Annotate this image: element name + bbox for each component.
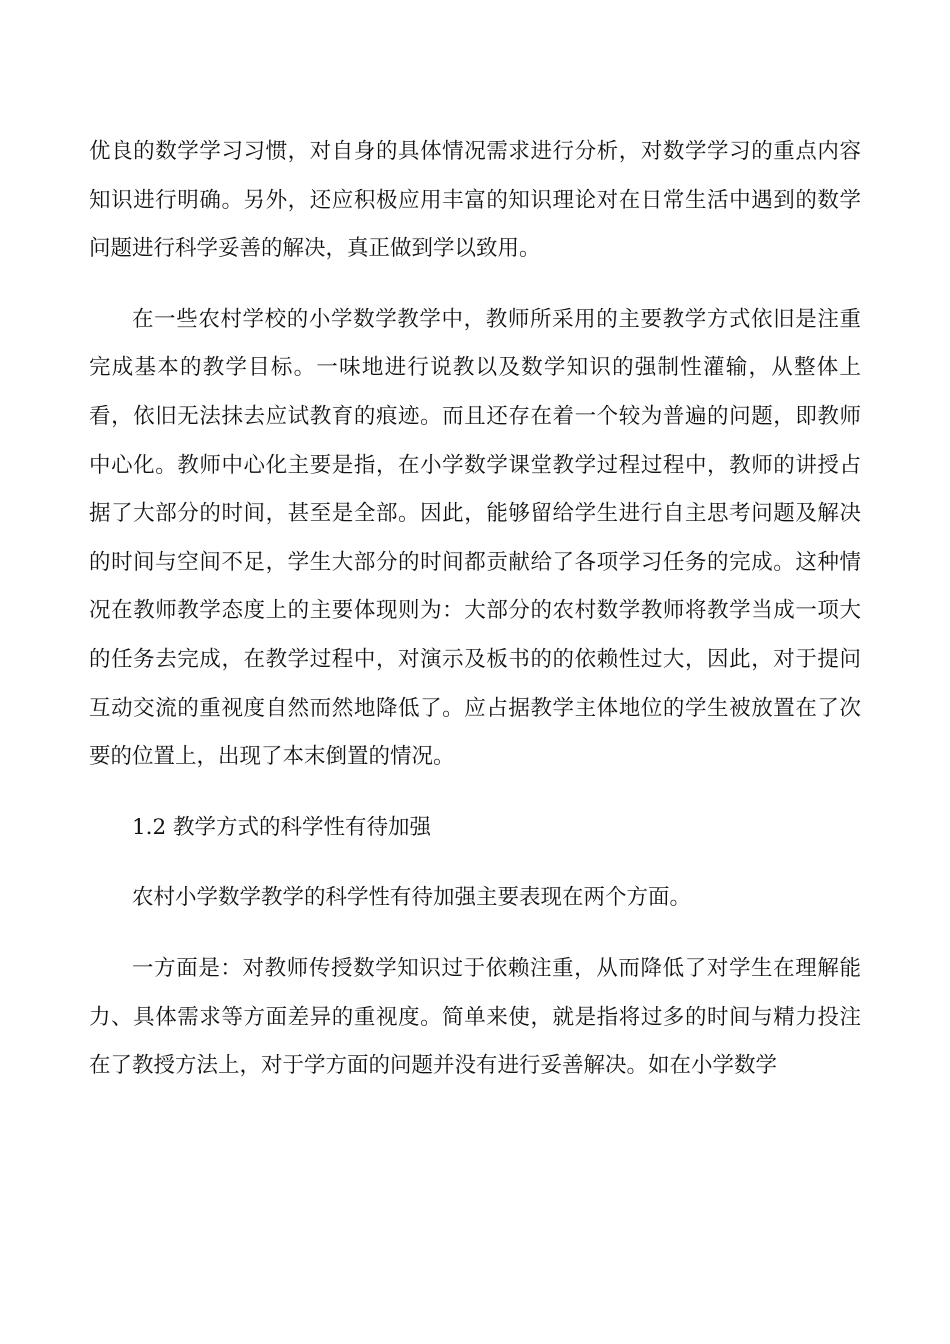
paragraph-teacher-centered: 在一些农村学校的小学数学教学中，教师所采用的主要教学方式依旧是注重完成基本的教学目标。一味地进行说教以及数学知识的强制性灌输，从整体上看，依旧无法抹去应试教育的痕迹。而且还存在着一个较为普遍的问题，即教师中心化。教师中心化主要是指，在小学数学课堂教学过程过程中，教师的讲授占据了大部分的时间，甚至是全部。因此，能够留给学生进行自主思考问题及解决的时间与空间不足，学生大部分的时间都贡献给了各项学习任务的完成。这种情况在教师教学态度上的主要体现则为：大部分的农村数学教师将教学当成一项大的任务去完成，在教学过程中，对演示及板书的的依赖性过大，因此，对于提问互动交流的重视度自然而然地降低了。应占据教学主体地位的学生被放置在了次要的位置上，出现了本末倒置的情况。 — [89, 306, 861, 770]
section-heading: 1.2 教学方式的科学性有待加强 — [132, 814, 432, 840]
paragraph-section-intro: 农村小学数学教学的科学性有待加强主要表现在两个方面。 — [132, 885, 692, 911]
paragraph-continuation: 优良的数学学习习惯，对自身的具体情况需求进行分析，对数学学习的重点内容知识进行明确。另外，还应积极应用丰富的知识理论对在日常生活中遇到的数学问题进行科学妥善的解决，真正做到学以致用。 — [89, 139, 861, 262]
paragraph-first-aspect: 一方面是：对教师传授数学知识过于依赖注重，从而降低了对学生在理解能力、具体需求等方面差异的重视度。简单来使，就是指将过多的时间与精力投注在了教授方法上，对于学方面的问题并没有进行妥善解决。如在小学数学 — [89, 955, 861, 1079]
document-body — [89, 128, 861, 1113]
